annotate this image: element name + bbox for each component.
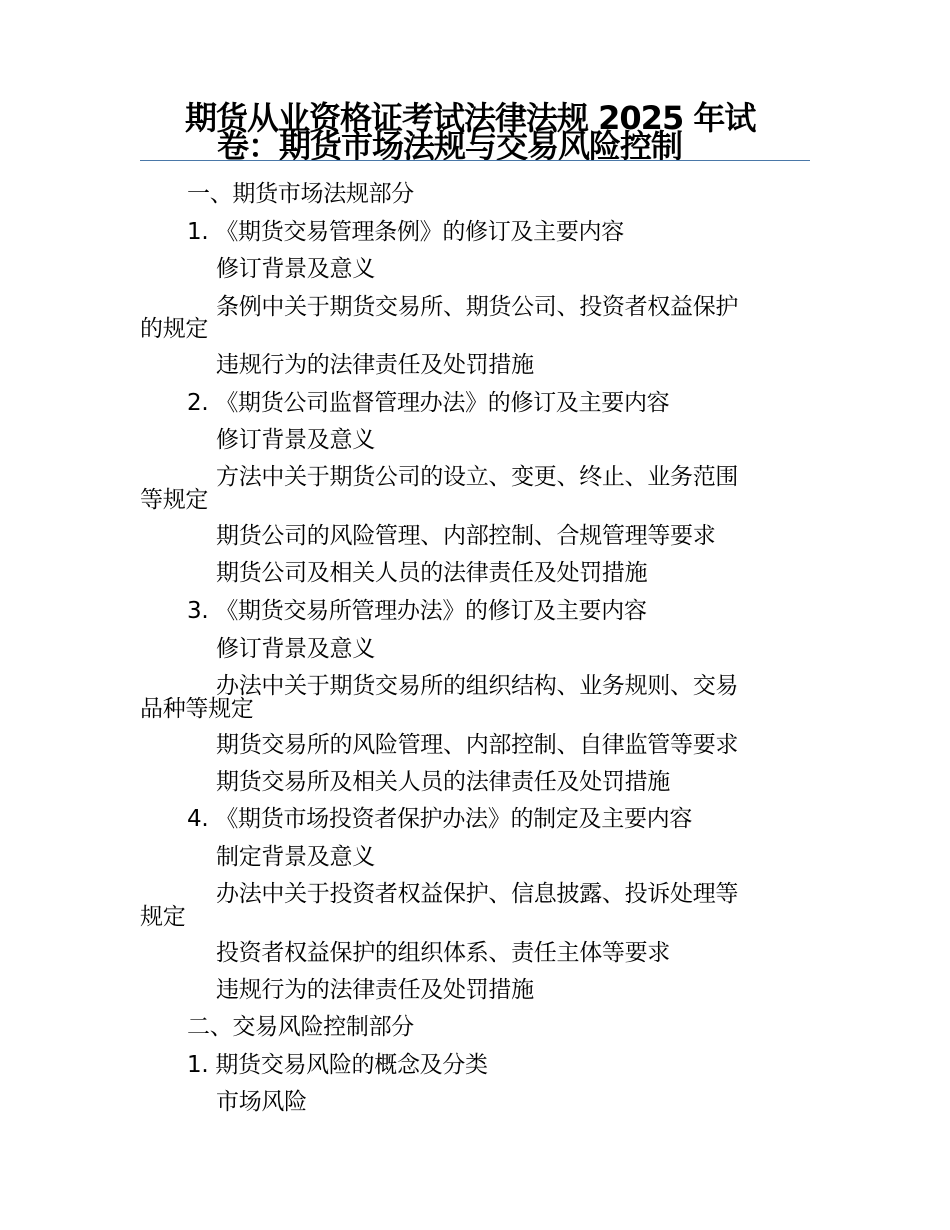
bullet-text-wrap: 等规定 [140, 487, 209, 513]
bullet-text-wrap: 的规定 [140, 316, 209, 342]
bullet-text: 期货公司及相关人员的法律责任及处罚措施 [216, 560, 648, 586]
bullet-text: 期货公司的风险管理、内部控制、合规管理等要求 [216, 523, 716, 549]
bullet-text: 违规行为的法律责任及处罚措施 [216, 977, 534, 1003]
bullet-text: 修订背景及意义 [216, 636, 375, 662]
bullet-text: 期货交易所的风险管理、内部控制、自律监管等要求 [216, 732, 739, 758]
title-divider [140, 160, 810, 161]
item-title: 1. 《期货交易管理条例》的修订及主要内容 [187, 219, 624, 245]
bullet-text-wrap: 品种等规定 [140, 696, 254, 722]
bullet-text: 条例中关于期货交易所、期货公司、投资者权益保护 [216, 294, 739, 320]
bullet-text-wrap: 规定 [140, 904, 186, 930]
bullet-text: 市场风险 [216, 1089, 307, 1115]
item-title: 4. 《期货市场投资者保护办法》的制定及主要内容 [187, 806, 693, 832]
document-title-line-2: 卷：期货市场法规与交易风险控制 [217, 127, 683, 165]
bullet-text: 方法中关于期货公司的设立、变更、终止、业务范围 [216, 464, 739, 490]
section-heading: 二、交易风险控制部分 [187, 1014, 415, 1040]
bullet-text: 办法中关于期货交易所的组织结构、业务规则、交易 [216, 673, 739, 699]
bullet-text: 违规行为的法律责任及处罚措施 [216, 352, 534, 378]
section-heading: 一、期货市场法规部分 [187, 181, 415, 207]
item-title: 2. 《期货公司监督管理办法》的修订及主要内容 [187, 390, 670, 416]
bullet-text: 制定背景及意义 [216, 844, 375, 870]
bullet-text: 办法中关于投资者权益保护、信息披露、投诉处理等 [216, 881, 739, 907]
bullet-text: 投资者权益保护的组织体系、责任主体等要求 [216, 940, 671, 966]
bullet-text: 修订背景及意义 [216, 427, 375, 453]
item-title: 1. 期货交易风险的概念及分类 [187, 1052, 488, 1078]
bullet-text: 修订背景及意义 [216, 256, 375, 282]
document-title [185, 99, 825, 165]
document-title-line-1: 期货从业资格证考试法律法规 2025 年试 [185, 99, 756, 137]
item-title: 3. 《期货交易所管理办法》的修订及主要内容 [187, 598, 647, 624]
bullet-text: 期货交易所及相关人员的法律责任及处罚措施 [216, 769, 671, 795]
